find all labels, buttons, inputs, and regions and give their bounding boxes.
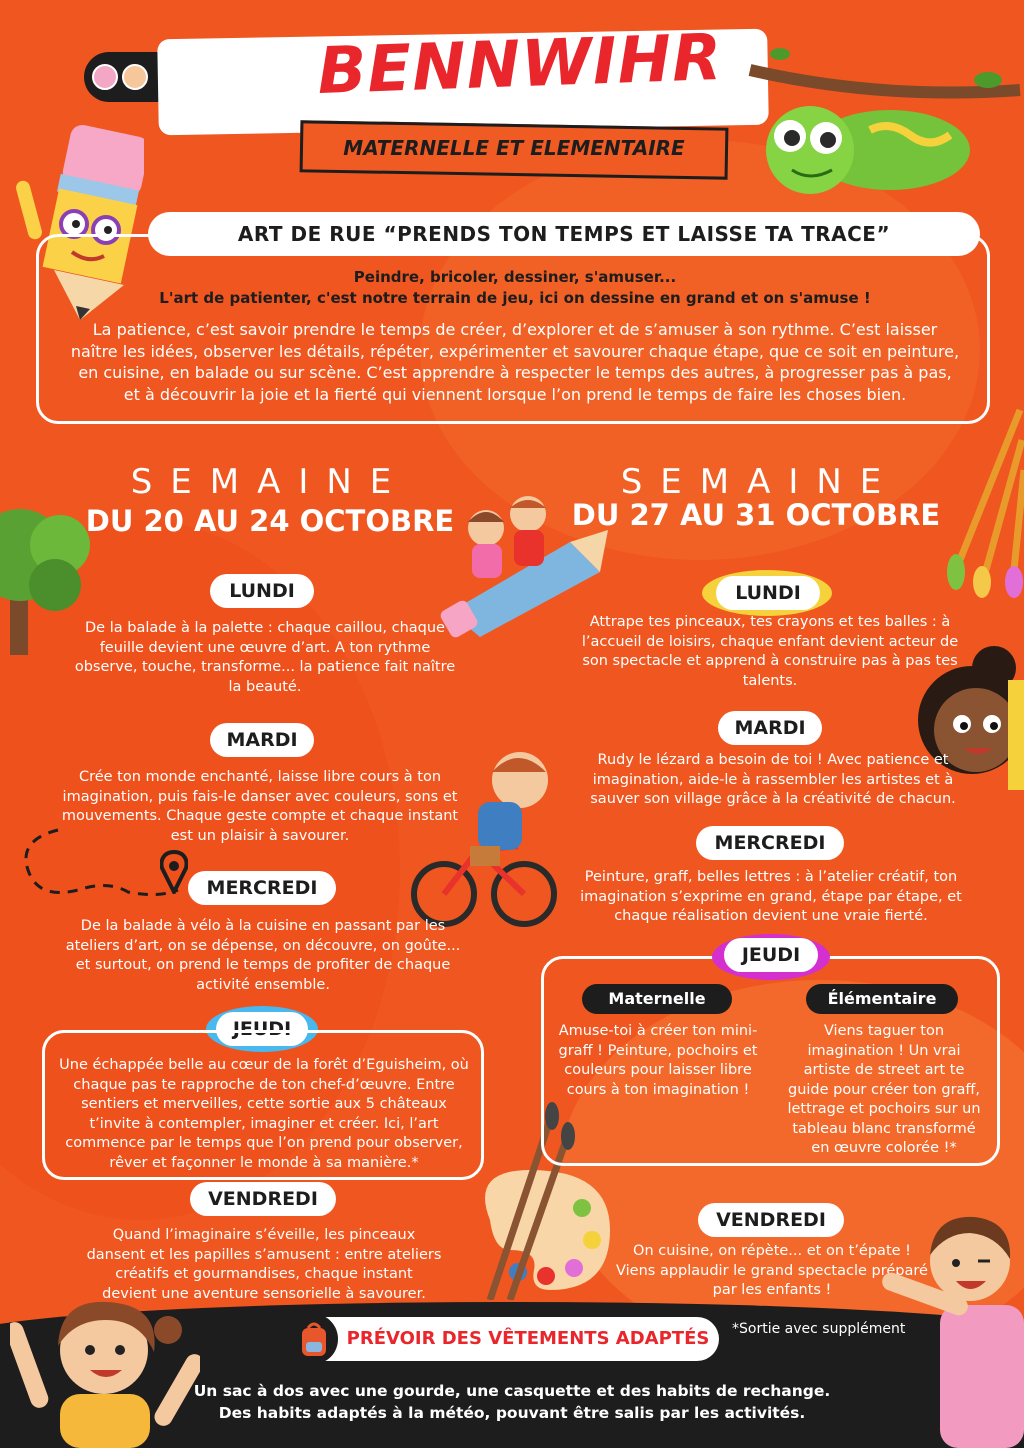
week2-dates: DU 27 AU 31 OCTOBRE	[571, 498, 941, 532]
week2-jeudi-label: JEUDI	[724, 938, 818, 972]
week2-mercredi-text: Peinture, graff, belles lettres : à l’atelier créatif, ton imagination s’exprime en grand, étape par étape, et chaque réalisation devient une vraie fierté.	[580, 869, 962, 924]
week1-mercredi-label: MERCREDI	[188, 871, 336, 905]
intro-lead	[90, 267, 940, 309]
supplement-note: *Sortie avec supplément	[732, 1321, 906, 1337]
week1-jeudi-text: Une échappée belle au cœur de la forêt d’Eguisheim, où chaque pas te rapproche de ton chef-d’œuvre. Entre sentiers et merveilles, cette sortie aux 5 châteaux t’invite à contempler, imaginer et créer. Ici, l’art commence par le temps que l’on prend pour observer, rêver et façonner le monde à sa manière.*	[59, 1057, 469, 1171]
footer-line-1: Un sac à dos avec une gourde, une casquette et des habits de rechange.	[193, 1382, 831, 1400]
footer-line-2: Des habits adaptés à la météo, pouvant être salis par les activités.	[218, 1404, 806, 1422]
chameleon-icon	[740, 40, 1024, 210]
week1-label: SEMAINE	[130, 462, 410, 502]
girl-face-icon	[92, 64, 118, 90]
week1-jeudi-label: JEUDI	[216, 1012, 308, 1046]
week1-vendredi-label: VENDREDI	[190, 1182, 336, 1216]
week1-mardi-label: MARDI	[210, 723, 314, 757]
week2-lundi-text: Attrape tes pinceaux, tes crayons et tes balles : à l’accueil de loisirs, chaque enfant devient acteur de son spectacle et apprend à construire pas à pas tes talents.	[581, 614, 959, 689]
week1-mardi-text: Crée ton monde enchanté, laisse libre cours à ton imagination, puis fais-le danser avec couleurs, sons et mouvements. Chaque geste compte et chaque instant est un plaisir à savourer.	[61, 769, 459, 844]
elementaire-label: Élémentaire	[806, 984, 958, 1014]
week1-dates: DU 20 AU 24 OCTOBRE	[85, 504, 455, 538]
week1-vendredi-text: Quand l’imaginaire s’éveille, les pinceaux dansent et les papilles s’amusent : entre ateliers créatifs et gourmandises, chaque instant devient une aventure sensorielle à savourer.	[86, 1227, 442, 1302]
footer-text	[160, 1380, 864, 1424]
prevoir-title: PRÉVOIR DES VÊTEMENTS ADAPTÉS	[346, 1328, 710, 1349]
week2-vendredi-text: On cuisine, on répète... et on t’épate ! Viens applaudir le grand spectacle préparé par les enfants !	[616, 1243, 928, 1298]
week2-mercredi-label: MERCREDI	[696, 826, 844, 860]
week1-mercredi-text: De la balade à vélo à la cuisine en passant par les ateliers d’art, on se dépense, on découvre, on goûte... et surtout, on prend le temps de profiter de chaque activité ensemble.	[65, 918, 461, 993]
boy-face-icon	[122, 64, 148, 90]
intro-body: La patience, c’est savoir prendre le temps de créer, d’explorer et de s’amuser à son rythme. C’est laisser naître les idées, observer les détails, répéter, expérimenter et savourer chaque étape, que ce soit en peinture, en cuisine, en balade ou sur scène. C’est apprendre à respecter le temps des autres, à progresser pas à pas, et à découvrir la joie et la fierté qui viennent lorsque l’on prend le temps de faire les choses bien.	[70, 320, 960, 404]
backpack-icon	[300, 1320, 328, 1358]
intro-lead-line-2: L'art de patienter, c'est notre terrain de jeu, ici on dessine en grand et on s'amuse !	[159, 289, 871, 307]
intro-lead-line-1: Peindre, bricoler, dessiner, s'amuser...	[353, 268, 677, 286]
week2-lundi-label: LUNDI	[716, 576, 820, 610]
waving-girl-icon	[10, 1290, 200, 1448]
week2-label: SEMAINE	[620, 462, 900, 502]
week1-lundi-text: De la balade à la palette : chaque caillou, chaque feuille devient une œuvre d’art. A ton rythme observe, touche, transforme... la patience fait naître la beauté.	[74, 620, 456, 695]
week2-mardi-text: Rudy le lézard a besoin de toi ! Avec patience et imagination, aide-le à rassembler les artistes et à sauver son village grâce à la créativité de chacun.	[590, 752, 956, 807]
maternelle-text: Amuse-toi à créer ton mini-graff ! Peinture, pochoirs et couleurs pour laisser libre cours à ton imagination !	[558, 1023, 758, 1098]
intro-title: ART DE RUE “PRENDS TON TEMPS ET LAISSE TA TRACE”	[237, 222, 891, 246]
week2-mardi-label: MARDI	[718, 711, 822, 745]
map-pin-icon	[160, 850, 188, 894]
week1-lundi-label: LUNDI	[210, 574, 314, 608]
week2-vendredi-label: VENDREDI	[698, 1203, 844, 1237]
elementaire-text: Viens taguer ton imagination ! Un vrai artiste de street art te guide pour créer ton graff, lettrage et pochoirs sur un tableau blanc transformé en œuvre colorée !*	[787, 1023, 981, 1156]
page-subtitle: MATERNELLE ET ELEMENTAIRE	[343, 136, 685, 160]
maternelle-label: Maternelle	[582, 984, 732, 1014]
page-title: BENNWIHR	[316, 20, 724, 110]
